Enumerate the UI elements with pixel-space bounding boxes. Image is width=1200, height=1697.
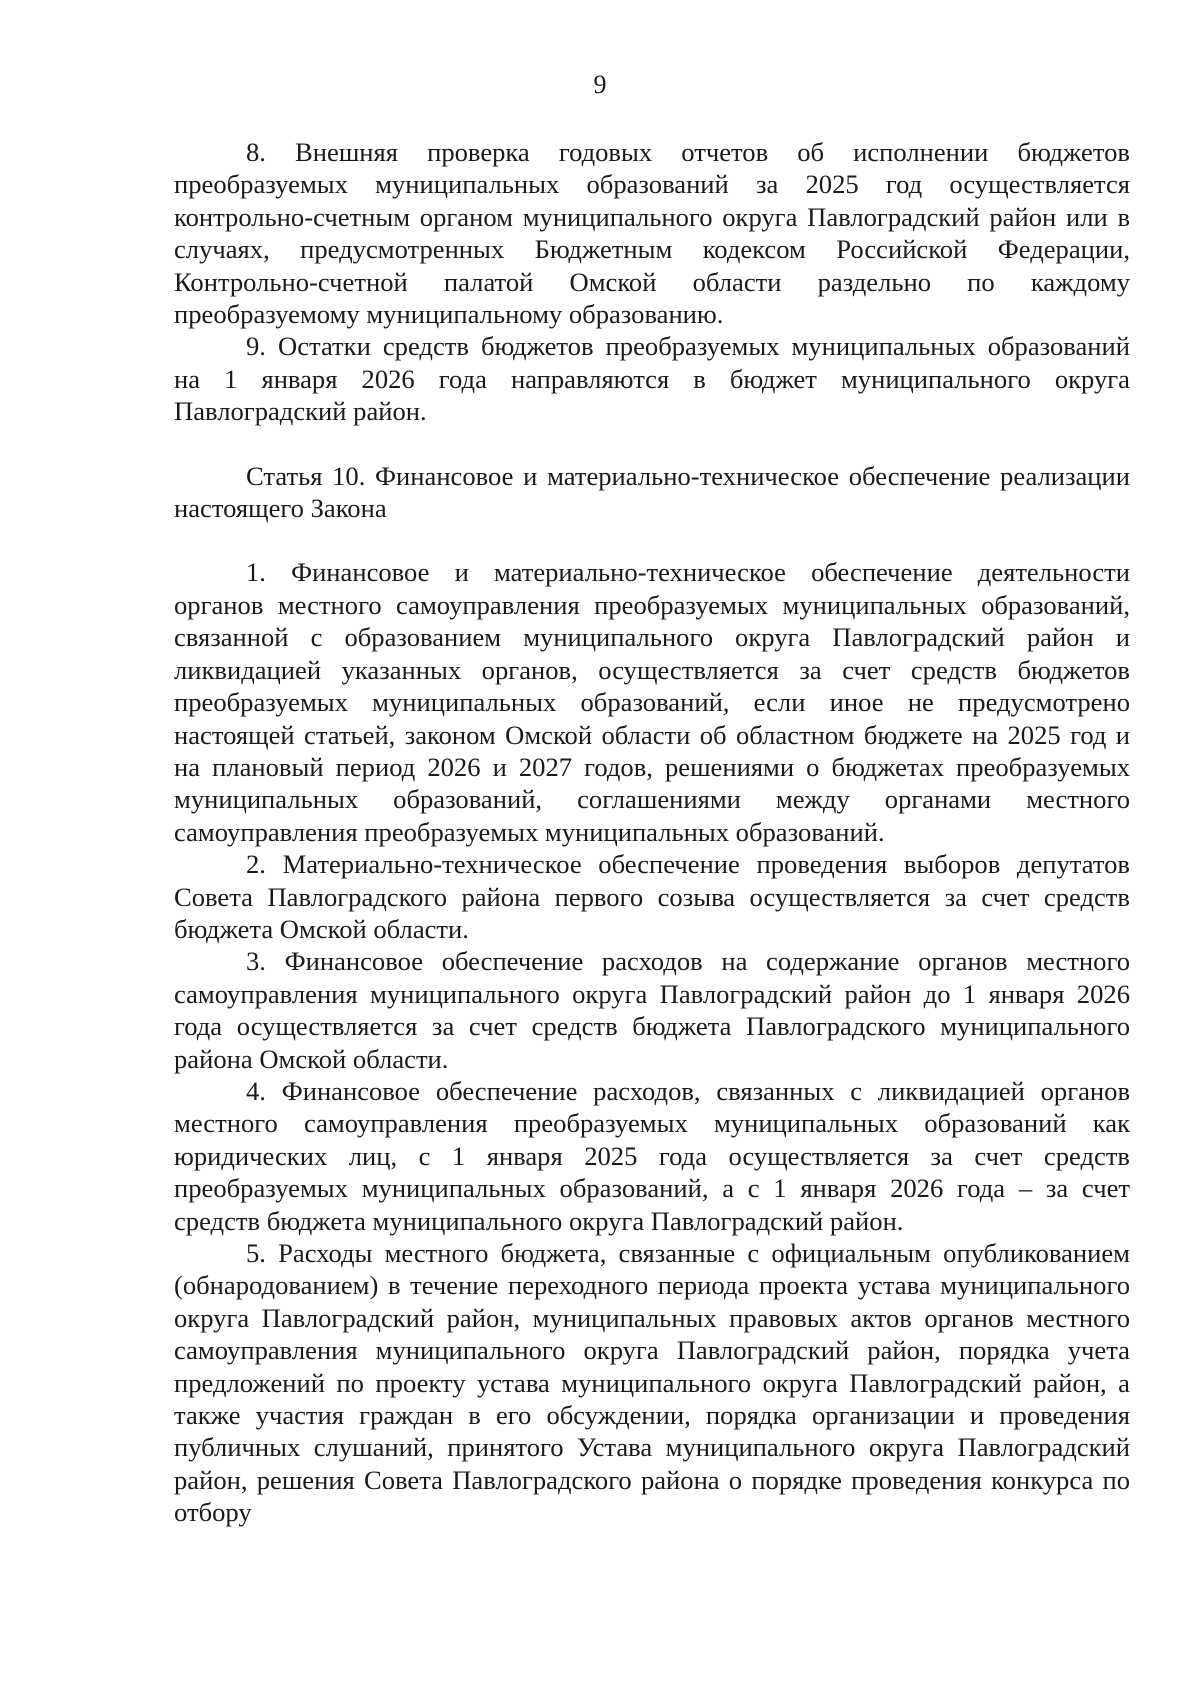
article-10-item-4: 4. Финансовое обеспечение расходов, связанных с ликвидацией органов местного самоуправления преобразуемых муниципальных образований как юридических лиц, с 1 января 2025 года осуществляется за счет средств преобразуемых муниципальных образований, а с 1 января 2026 года – за счет средств бюджета муниципального округа Павлоградский район.: [174, 1075, 1130, 1236]
spacer: [174, 428, 1130, 460]
page-number: 9: [593, 70, 607, 99]
article-10-heading: Статья 10. Финансовое и материально-техническое обеспечение реализации настоящего Закона: [174, 460, 1130, 524]
article-10-item-3: 3. Финансовое обеспечение расходов на содержание органов местного самоуправления муниципального округа Павлоградский район до 1 января 2026 года осуществляется за счет средств бюджета Павлоградского муниципального района Омской области.: [174, 946, 1130, 1074]
paragraph-9: 9. Остатки средств бюджетов преобразуемых муниципальных образований на 1 января 2026 года направляются в бюджет муниципального округа Павлоградский район.: [174, 331, 1130, 427]
paragraph-8: 8. Внешняя проверка годовых отчетов об исполнении бюджетов преобразуемых муниципальных образований за 2025 год осуществляется контрольно-счетным органом муниципального округа Павлоградский район или в случаях, предусмотренных Бюджетным кодексом Российской Федерации, Контрольно-счетной палатой Омской области раздельно по каждому преобразуемому муниципальному образованию.: [174, 137, 1130, 330]
article-10-item-1: 1. Финансовое и материально-техническое обеспечение деятельности органов местного самоуправления преобразуемых муниципальных образований, связанной с образованием муниципального округа Павлоградский район и ликвидацией указанных органов, осуществляется за счет средств бюджетов преобразуемых муниципальных образований, если иное не предусмотрено настоящей статьей, законом Омской области об областном бюджете на 2025 год и на плановый период 2026 и 2027 годов, решениями о бюджетах преобразуемых муниципальных образований, соглашениями между органами местного самоуправления преобразуемых муниципальных образований.: [174, 557, 1130, 847]
article-10-item-2: 2. Материально-техническое обеспечение проведения выборов депутатов Совета Павлоградского района первого созыва осуществляется за счет средств бюджета Омской области.: [174, 849, 1130, 944]
spacer: [174, 524, 1130, 556]
article-10-item-5: 5. Расходы местного бюджета, связанные с официальным опубликованием (обнародованием) в течение переходного периода проекта устава муниципального округа Павлоградский район, муниципальных правовых актов органов местного самоуправления муниципального округа Павлоградский район, порядка учета предложений по проекту устава муниципального округа Павлоградский район, а также участия граждан в его обсуждении, порядка организации и проведения публичных слушаний, принятого Устава муниципального округа Павлоградский район, решения Совета Павлоградского района о порядке проведения конкурса по отбору: [174, 1238, 1130, 1528]
document-body: [174, 136, 1130, 1529]
